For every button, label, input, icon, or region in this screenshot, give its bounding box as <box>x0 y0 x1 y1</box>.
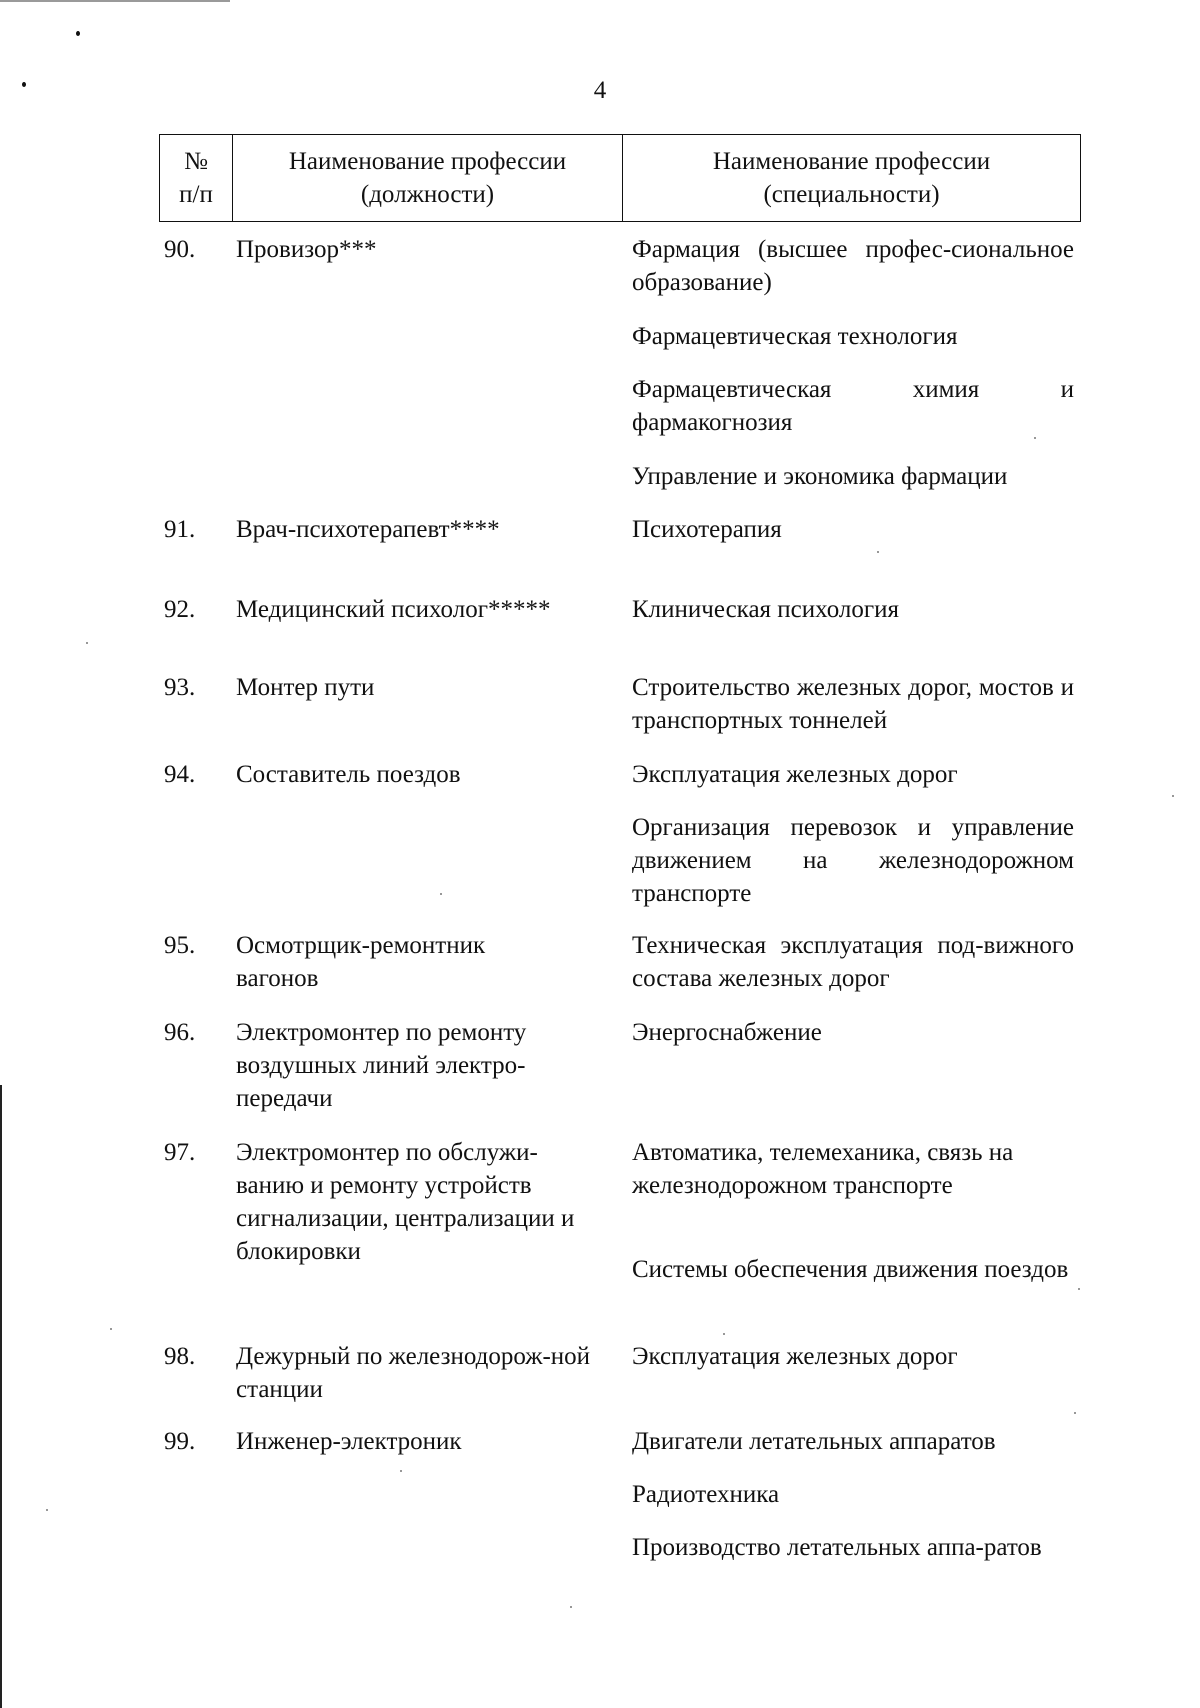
row-specialty: Двигатели летательных аппаратов <box>632 1428 996 1455</box>
row-number: 94. <box>164 761 196 788</box>
scan-speck <box>1074 1412 1076 1414</box>
scan-speck <box>400 1470 402 1472</box>
row-number: 95. <box>164 932 196 959</box>
row-position: Осмотрщик-ремонтник вагонов <box>236 932 486 992</box>
row-position: Электромонтер по обслужи-ванию и ремонту устройств сигнализации, централизации и блокировки <box>236 1139 575 1265</box>
row-number: 92. <box>164 596 196 623</box>
scan-edge-line <box>0 0 230 2</box>
row-specialty: Фармация (высшее профес-сиональное образование) <box>632 236 1074 296</box>
row-number: 99. <box>164 1428 196 1455</box>
row-specialty: Эксплуатация железных дорог <box>632 1343 958 1370</box>
row-number: 93. <box>164 674 196 701</box>
row-position: Составитель поездов <box>236 761 461 788</box>
row-specialty: Производство летательных аппа-ратов <box>632 1534 1042 1561</box>
header-number-label: № п/п <box>179 148 213 208</box>
scan-speck <box>86 642 88 644</box>
row-specialty: Строительство железных дорог, мостов и транспортных тоннелей <box>632 674 1074 734</box>
row-position: Дежурный по железнодорож-ной станции <box>236 1343 591 1403</box>
row-specialty: Организация перевозок и управление движением на железнодорожном транспорте <box>632 814 1074 907</box>
row-number: 98. <box>164 1343 196 1370</box>
header-position-label: Наименование профессии (должности) <box>288 148 567 208</box>
row-specialty: Управление и экономика фармации <box>632 463 1008 490</box>
row-position: Провизор*** <box>236 236 377 263</box>
row-specialty: Системы обеспечения движения поездов <box>632 1256 1069 1283</box>
scan-speck <box>570 1606 572 1608</box>
header-cell-position <box>233 135 623 221</box>
row-number: 96. <box>164 1019 196 1046</box>
scan-speck <box>46 1509 48 1511</box>
scan-dot <box>76 31 80 36</box>
row-specialty: Психотерапия <box>632 516 782 543</box>
row-specialty: Клиническая психология <box>632 596 899 623</box>
row-position: Монтер пути <box>236 674 375 701</box>
row-position: Медицинский психолог***** <box>236 596 551 623</box>
row-specialty: Радиотехника <box>632 1481 780 1508</box>
row-specialty: Энергоснабжение <box>632 1019 822 1046</box>
row-number: 90. <box>164 236 196 263</box>
row-number: 97. <box>164 1139 196 1166</box>
header-cell-number <box>160 135 233 221</box>
row-number: 91. <box>164 516 196 543</box>
scan-speck <box>723 1333 725 1335</box>
scan-speck <box>440 893 442 895</box>
scan-speck <box>110 1328 112 1330</box>
row-specialty: Эксплуатация железных дорог <box>632 761 958 788</box>
scan-speck <box>1078 1288 1080 1290</box>
header-cell-specialty <box>623 135 1080 221</box>
row-specialty: Фармацевтическая химия и фармакогнозия <box>632 376 1074 436</box>
row-specialty: Фармацевтическая технология <box>632 323 958 350</box>
header-specialty-label: Наименование профессии (специальности) <box>712 148 991 208</box>
table-header <box>159 134 1081 222</box>
row-position: Врач-психотерапевт**** <box>236 516 500 543</box>
row-specialty: Техническая эксплуатация под-вижного состава железных дорог <box>632 932 1074 992</box>
page-number: 4 <box>593 77 607 104</box>
scan-edge-left <box>0 1085 2 1708</box>
row-position: Инженер-электроник <box>236 1428 462 1455</box>
scan-speck <box>1172 795 1174 797</box>
row-position: Электромонтер по ремонту воздушных линий электро-передачи <box>236 1019 527 1112</box>
row-specialty: Автоматика, телемеханика, связь на железнодорожном транспорте <box>632 1139 1014 1199</box>
scan-speck <box>877 551 879 553</box>
